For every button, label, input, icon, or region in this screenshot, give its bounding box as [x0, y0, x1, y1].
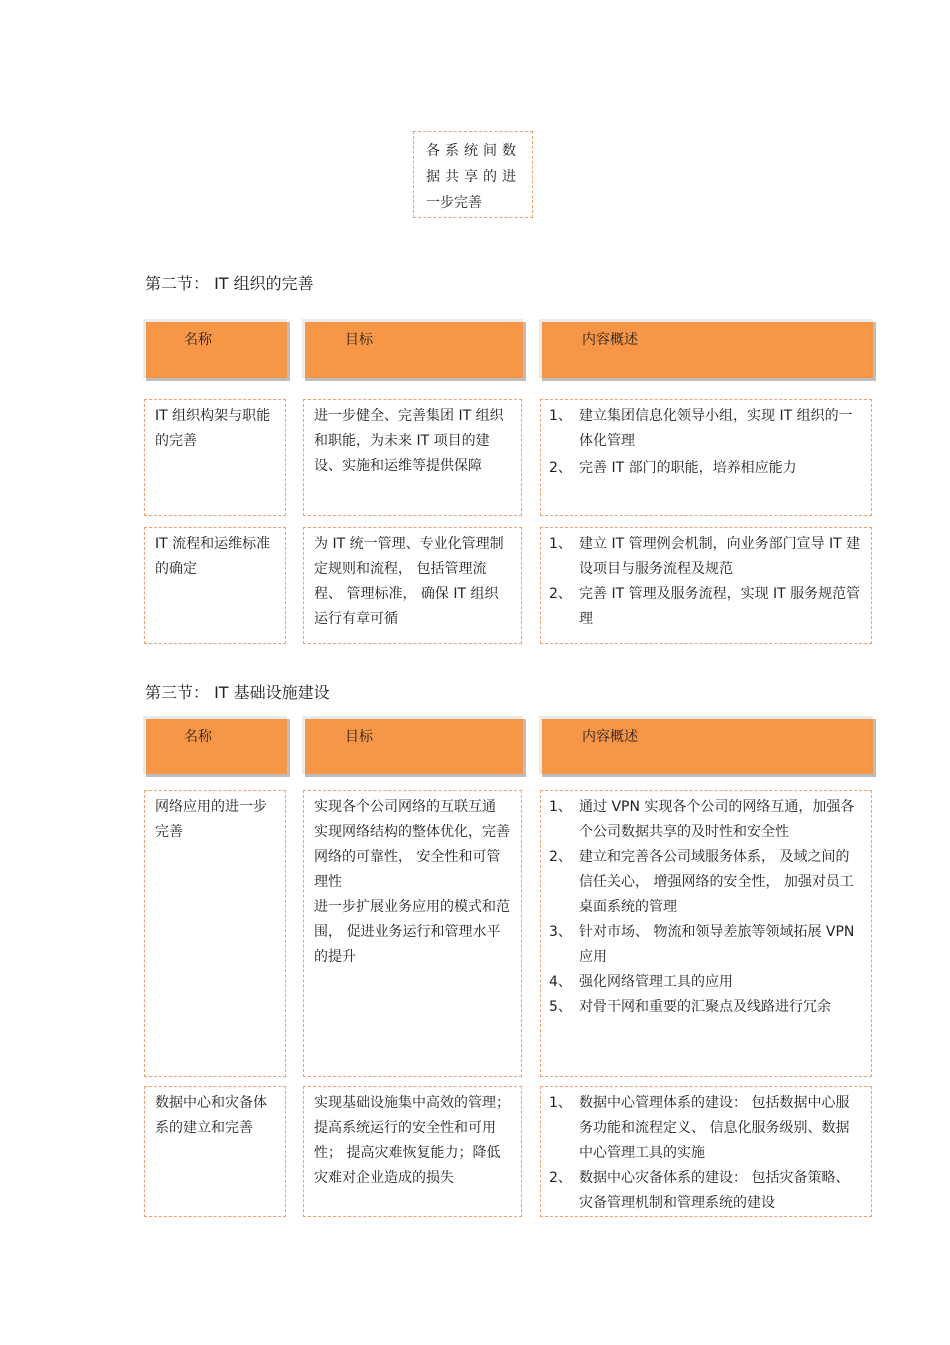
list-item	[549, 1091, 861, 1166]
header-label: 目标	[345, 729, 373, 745]
header-label: 名称	[184, 729, 212, 745]
item-text: 建立和完善各公司域服务体系， 及域之间的信任关心， 增强网络的安全性， 加强对员工桌面系统的管理	[579, 849, 854, 915]
row-name: 网络应用的进一步完善	[155, 799, 267, 840]
item-text: 数据中心管理体系的建设： 包括数据中心服务功能和流程定义、 信息化服务级别、数据中心管理工具的实施	[579, 1095, 850, 1161]
item-text: 对骨干网和重要的汇聚点及线路进行冗余	[579, 999, 831, 1015]
item-number: 4、	[549, 974, 572, 990]
row-goal: 实现网络结构的整体优化，完善网络的可靠性， 安全性和可管理性	[314, 824, 510, 890]
item-number: 3、	[549, 924, 572, 940]
item-number: 2、	[549, 1170, 572, 1186]
item-text: 数据中心灾备体系的建设： 包括灾备策略、灾备管理机制和管理系统的建设	[579, 1170, 850, 1211]
header-label: 名称	[184, 332, 212, 348]
item-number: 1、	[549, 799, 572, 815]
item-text: 建立集团信息化领导小组，实现 IT 组织的一体化管理	[579, 408, 853, 449]
section3-row2-name	[144, 1086, 286, 1217]
item-number: 2、	[549, 849, 572, 865]
section2-header-name	[143, 319, 287, 378]
list-item	[549, 995, 861, 1020]
item-text: 针对市场、 物流和领导差旅等领域拓展 VPN 应用	[579, 924, 855, 965]
item-number: 2、	[549, 460, 572, 476]
section3-row1-goal	[303, 790, 522, 1077]
row-goal: 进一步健全、完善集团 IT 组织和职能，为未来 IT 项目的建设、实施和运维等提供保障	[314, 408, 504, 474]
section3-row2-goal	[303, 1086, 522, 1217]
section2-row1-name	[144, 399, 286, 516]
box-line: 一步完善	[426, 195, 482, 211]
list-item	[549, 582, 861, 632]
list-item	[549, 456, 861, 481]
section2-row2-name	[144, 527, 286, 644]
item-text: 强化网络管理工具的应用	[579, 974, 733, 990]
section3-row2-content	[540, 1086, 872, 1217]
section3-header-goal	[302, 716, 523, 774]
item-text: 完善 IT 部门的职能，培养相应能力	[579, 460, 797, 476]
system-data-sharing-box	[413, 131, 533, 218]
row-goal: 实现基础设施集中高效的管理；提高系统运行的安全性和可用性； 提高灾难恢复能力；降低灾难对企业造成的损失	[314, 1095, 510, 1186]
header-label: 内容概述	[582, 729, 638, 745]
section2-row1-content	[540, 399, 872, 516]
list-item	[549, 920, 861, 970]
row-name: IT 组织构架与职能的完善	[155, 408, 271, 449]
item-number: 2、	[549, 586, 572, 602]
list-item	[549, 1166, 861, 1216]
item-number: 1、	[549, 408, 572, 424]
header-label: 目标	[345, 332, 373, 348]
section2-title: 第二节： IT 组织的完善	[145, 274, 314, 293]
section3-title: 第三节： IT 基础设施建设	[145, 683, 330, 702]
row-name: IT 流程和运维标准的确定	[155, 536, 271, 577]
section2-row1-goal	[303, 399, 522, 516]
row-goal: 实现各个公司网络的互联互通	[314, 799, 496, 815]
row-goal: 为 IT 统一管理、专业化管理制定规则和流程， 包括管理流程、 管理标准， 确保 IT 组织运行有章可循	[314, 536, 504, 627]
list-item	[549, 404, 861, 454]
box-line: 据共享的进	[426, 169, 521, 185]
header-label: 内容概述	[582, 332, 638, 348]
item-text: 通过 VPN 实现各个公司的网络互通，加强各个公司数据共享的及时性和安全性	[579, 799, 855, 840]
section3-header-content	[539, 716, 873, 774]
list-item	[549, 795, 861, 845]
item-number: 5、	[549, 999, 572, 1015]
item-text: 完善 IT 管理及服务流程，实现 IT 服务规范管理	[579, 586, 861, 627]
item-number: 1、	[549, 536, 572, 552]
section3-header-name	[143, 716, 287, 774]
list-item	[549, 845, 861, 920]
item-text: 建立 IT 管理例会机制，向业务部门宣导 IT 建设项目与服务流程及规范	[579, 536, 861, 577]
box-line: 各系统间数	[426, 143, 521, 159]
row-goal: 进一步扩展业务应用的模式和范围， 促进业务运行和管理水平的提升	[314, 899, 510, 965]
section3-row1-content	[540, 790, 872, 1077]
section2-row2-goal	[303, 527, 522, 644]
section3-row1-name	[144, 790, 286, 1077]
item-number: 1、	[549, 1095, 572, 1111]
list-item	[549, 532, 861, 582]
section2-header-goal	[302, 319, 523, 378]
row-name: 数据中心和灾备体系的建立和完善	[155, 1095, 267, 1136]
section2-row2-content	[540, 527, 872, 644]
section2-header-content	[539, 319, 873, 378]
list-item	[549, 970, 861, 995]
